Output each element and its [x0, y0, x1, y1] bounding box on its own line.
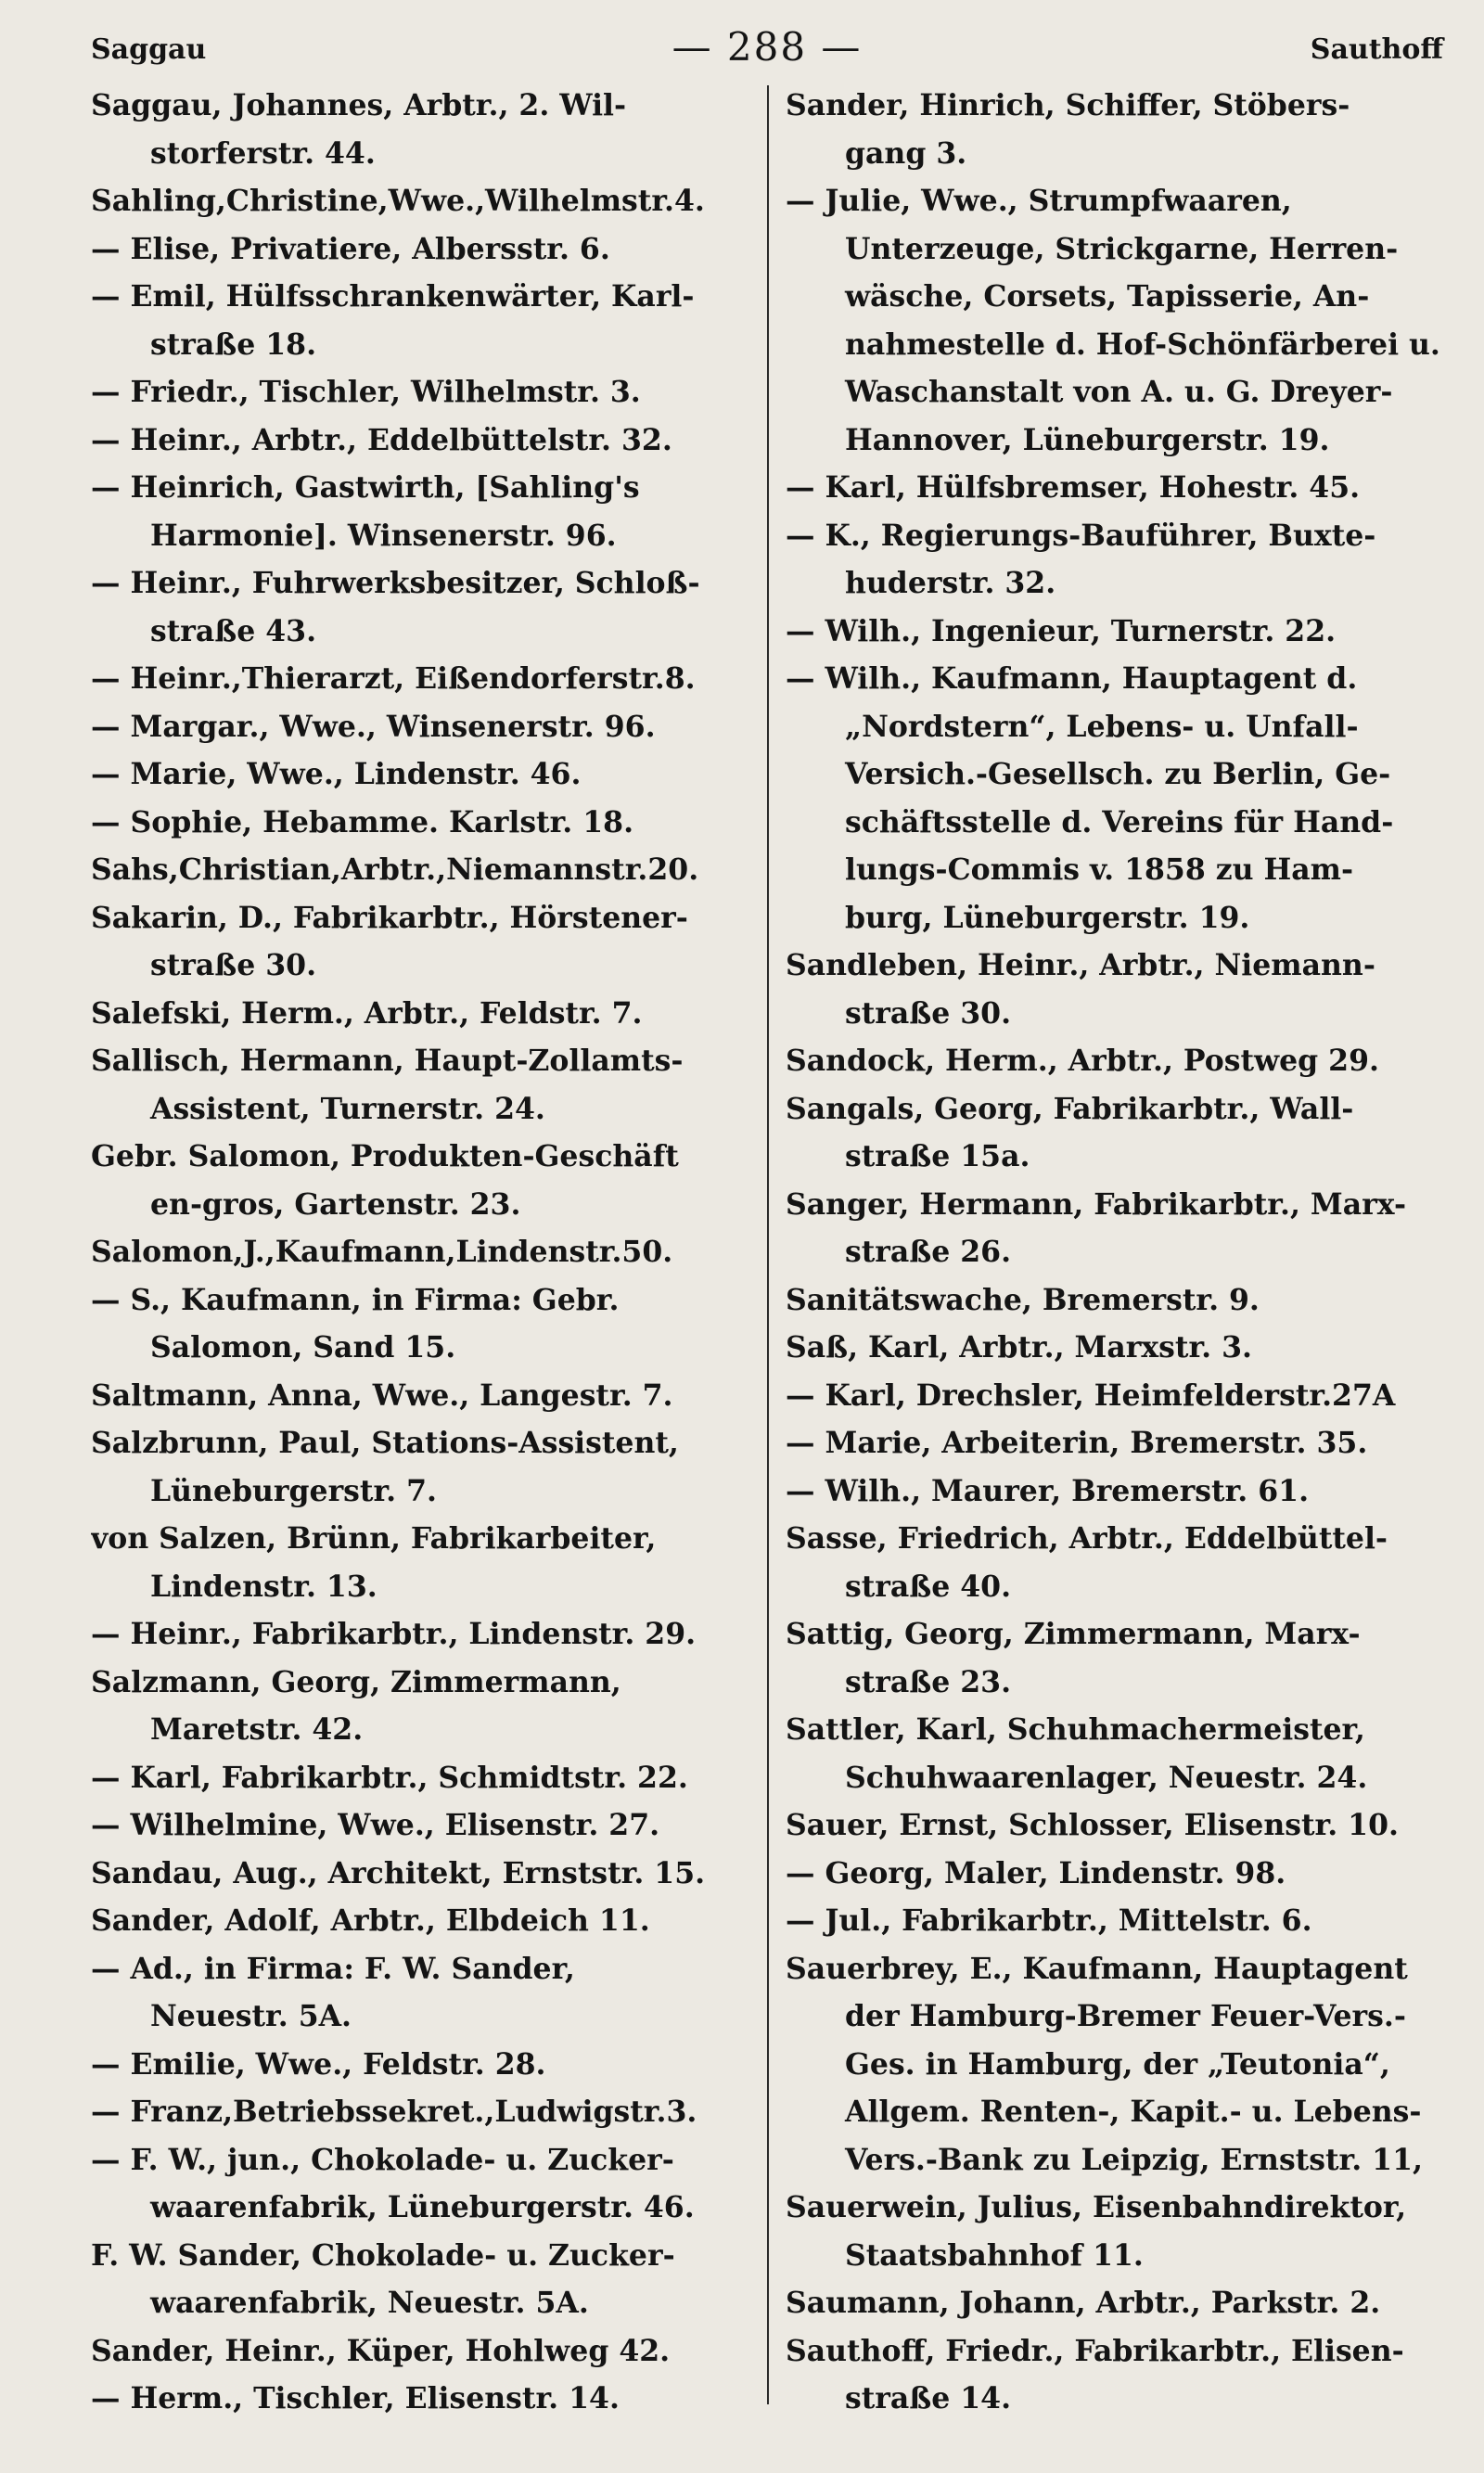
entry-line: — Karl, Drechsler, Heimfelderstr.27A: [786, 1377, 1396, 1413]
directory-entry: [91, 799, 754, 847]
entry-line: Assistent, Turnerstr. 24.: [150, 1091, 545, 1126]
directory-entry: [91, 1228, 754, 1276]
entry-line: — Sophie, Hebamme. Karlstr. 18.: [91, 804, 634, 839]
directory-entry: [786, 1372, 1443, 1420]
entry-line: Sauer, Ernst, Schlosser, Elisenstr. 10.: [786, 1808, 1399, 1842]
entry-line: — Julie, Wwe., Strumpfwaaren,: [786, 184, 1292, 218]
directory-entry: [786, 1706, 1443, 1801]
entry-line: straße 43.: [150, 613, 317, 648]
directory-entry: [91, 1515, 754, 1610]
right-column: [767, 82, 1443, 2438]
entry-line: Sandock, Herm., Arbtr., Postweg 29.: [786, 1044, 1379, 1078]
entry-line: Lindenstr. 13.: [150, 1569, 377, 1604]
directory-entry: [786, 1181, 1443, 1276]
entry-line: lungs-Commis v. 1858 zu Ham-: [845, 852, 1354, 887]
directory-entry: [786, 2184, 1443, 2279]
entry-line: — Heinrich, Gastwirth, [Sahling's: [91, 470, 640, 505]
directory-entry: [91, 1850, 754, 1898]
directory-entry: [786, 655, 1443, 942]
entry-line: Sahs,Christian,Arbtr.,Niemannstr.20.: [91, 852, 699, 887]
entry-line: Waschanstalt von A. u. G. Dreyer-: [845, 375, 1393, 409]
entry-line: huderstr. 32.: [845, 566, 1056, 600]
directory-entry: [786, 1037, 1443, 1085]
directory-entry: [91, 1659, 754, 1754]
entry-line: straße 30.: [150, 948, 317, 982]
entry-line: Sasse, Friedrich, Arbtr., Eddelbüttel-: [786, 1521, 1388, 1556]
entry-line: Salefski, Herm., Arbtr., Feldstr. 7.: [91, 995, 643, 1031]
directory-entry: [91, 2041, 754, 2089]
entry-line: Sauthoff, Friedr., Fabrikarbtr., Elisen-: [786, 2333, 1404, 2368]
entry-line: — Jul., Fabrikarbtr., Mittelstr. 6.: [786, 1903, 1312, 1938]
entry-line: Ges. in Hamburg, der „Teutonia“,: [845, 2046, 1390, 2082]
directory-entry: [91, 750, 754, 799]
directory-entry: [91, 1897, 754, 1945]
directory-entry: [91, 1276, 754, 1372]
entry-line: Lüneburgerstr. 7.: [150, 1473, 437, 1508]
directory-entry: [786, 177, 1443, 464]
page-header: [91, 24, 1443, 82]
directory-entry: [91, 846, 754, 894]
entry-line: Neuestr. 5A.: [150, 1999, 352, 2033]
directory-entry: [91, 1372, 754, 1420]
directory-entry: [91, 368, 754, 416]
entry-line: — Karl, Fabrikarbtr., Schmidtstr. 22.: [91, 1760, 688, 1795]
entry-line: Saumann, Johann, Arbtr., Parkstr. 2.: [786, 2286, 1381, 2320]
directory-entry: [786, 1515, 1443, 1610]
entry-line: Sattler, Karl, Schuhmachermeister,: [786, 1712, 1365, 1747]
directory-entry: [91, 1754, 754, 1802]
entry-line: — Wilhelmine, Wwe., Elisenstr. 27.: [91, 1808, 660, 1842]
entry-line: — Margar., Wwe., Winsenerstr. 96.: [91, 709, 656, 744]
directory-entry: [786, 1850, 1443, 1898]
entry-line: Versich.-Gesellsch. zu Berlin, Ge-: [845, 757, 1391, 791]
entry-line: Sandleben, Heinr., Arbtr., Niemann-: [786, 948, 1375, 982]
directory-entry: [91, 1037, 754, 1133]
directory-entry: [786, 1085, 1443, 1181]
entry-line: storferstr. 44.: [150, 135, 376, 171]
directory-entry: [786, 1610, 1443, 1706]
entry-line: — Elise, Privatiere, Albersstr. 6.: [91, 231, 610, 266]
entry-line: — Emil, Hülfsschrankenwärter, Karl-: [91, 279, 695, 314]
entry-line: Saß, Karl, Arbtr., Marxstr. 3.: [786, 1330, 1252, 1365]
entry-line: — Franz,Betriebssekret.,Ludwigstr.3.: [91, 2095, 697, 2129]
directory-entry: [786, 1276, 1443, 1325]
entry-line: Allgem. Renten-, Kapit.- u. Lebens-: [845, 2095, 1422, 2129]
entry-columns: [91, 82, 1443, 2438]
entry-line: — Friedr., Tischler, Wilhelmstr. 3.: [91, 375, 641, 409]
directory-entry: [91, 894, 754, 990]
entry-line: Sallisch, Hermann, Haupt-Zollamts-: [91, 1044, 684, 1078]
entry-line: — Wilh., Ingenieur, Turnerstr. 22.: [786, 613, 1337, 648]
entry-line: Maretstr. 42.: [150, 1712, 364, 1747]
entry-line: Sangals, Georg, Fabrikarbtr., Wall-: [786, 1091, 1354, 1126]
directory-entry: [786, 608, 1443, 656]
directory-entry: [91, 2088, 754, 2136]
directory-entry: [91, 2327, 754, 2376]
entry-line: straße 23.: [845, 1664, 1012, 1699]
entry-line: — K., Regierungs-Bauführer, Buxte-: [786, 518, 1376, 553]
entry-line: Gebr. Salomon, Produkten-Geschäft: [91, 1139, 679, 1173]
entry-line: — Heinr., Arbtr., Eddelbüttelstr. 32.: [91, 422, 672, 457]
directory-entry: [91, 559, 754, 655]
entry-line: Sauerwein, Julius, Eisenbahndirektor,: [786, 2190, 1407, 2224]
directory-entry: [786, 2279, 1443, 2327]
entry-line: Schuhwaarenlager, Neuestr. 24.: [845, 1760, 1368, 1795]
entry-line: straße 14.: [845, 2381, 1012, 2415]
entry-line: Staatsbahnhof 11.: [845, 2237, 1144, 2273]
entry-line: F. W. Sander, Chokolade- u. Zucker-: [91, 2237, 675, 2273]
entry-line: Saggau, Johannes, Arbtr., 2. Wil-: [91, 88, 627, 122]
entry-line: Salomon, Sand 15.: [150, 1330, 456, 1365]
directory-entry: [786, 1897, 1443, 1945]
entry-line: — Emilie, Wwe., Feldstr. 28.: [91, 2046, 546, 2082]
entry-line: — Wilh., Kaufmann, Hauptagent d.: [786, 661, 1358, 696]
directory-entry: [91, 464, 754, 559]
directory-entry: [91, 2136, 754, 2232]
header-left-catchword: Saggau: [91, 33, 207, 66]
entry-line: Harmonie]. Winsenerstr. 96.: [150, 518, 617, 553]
directory-entry: [786, 1945, 1443, 2185]
entry-line: Sanger, Hermann, Fabrikarbtr., Marx-: [786, 1186, 1407, 1222]
column-divider: [767, 85, 769, 2404]
directory-entry: [91, 2232, 754, 2327]
entry-line: von Salzen, Brünn, Fabrikarbeiter,: [91, 1521, 657, 1556]
directory-entry: [91, 990, 754, 1038]
entry-line: Unterzeuge, Strickgarne, Herren-: [845, 231, 1399, 266]
entry-line: — Karl, Hülfsbremser, Hohestr. 45.: [786, 470, 1361, 505]
entry-line: Sahling,Christine,Wwe.,Wilhelmstr.4.: [91, 184, 705, 218]
entry-line: straße 15a.: [845, 1139, 1030, 1173]
entry-line: gang 3.: [845, 135, 967, 171]
entry-line: waarenfabrik, Neuestr. 5A.: [150, 2286, 589, 2320]
directory-entry: [91, 225, 754, 274]
directory-entry: [786, 942, 1443, 1037]
entry-line: Salzbrunn, Paul, Stations-Assistent,: [91, 1426, 679, 1460]
directory-entry: [786, 1801, 1443, 1850]
directory-entry: [91, 273, 754, 368]
entry-line: — F. W., jun., Chokolade- u. Zucker-: [91, 2142, 674, 2177]
directory-entry: [91, 2375, 754, 2423]
entry-line: Sattig, Georg, Zimmermann, Marx-: [786, 1617, 1361, 1651]
entry-line: „Nordstern“, Lebens- u. Unfall-: [845, 709, 1359, 744]
entry-line: — Georg, Maler, Lindenstr. 98.: [786, 1855, 1286, 1890]
entry-line: straße 26.: [845, 1235, 1012, 1269]
entry-line: schäftsstelle d. Vereins für Hand-: [845, 804, 1394, 839]
entry-line: Salomon,J.,Kaufmann,Lindenstr.50.: [91, 1235, 673, 1269]
entry-line: — Heinr., Fuhrwerksbesitzer, Schloß-: [91, 566, 700, 600]
entry-line: Sander, Heinr., Küper, Hohlweg 42.: [91, 2333, 671, 2368]
directory-entry: [786, 1324, 1443, 1372]
entry-line: nahmestelle d. Hof-Schönfärberei u.: [845, 327, 1440, 362]
directory-entry: [91, 1945, 754, 2041]
entry-line: en-gros, Gartenstr. 23.: [150, 1186, 521, 1222]
entry-line: — Heinr., Fabrikarbtr., Lindenstr. 29.: [91, 1617, 697, 1651]
directory-entry: [91, 177, 754, 225]
entry-line: Sanitätswache, Bremerstr. 9.: [786, 1282, 1260, 1317]
entry-line: Sandau, Aug., Architekt, Ernststr. 15.: [91, 1855, 706, 1890]
entry-line: Hannover, Lüneburgerstr. 19.: [845, 422, 1330, 457]
directory-entry: [786, 1419, 1443, 1467]
entry-line: Sander, Adolf, Arbtr., Elbdeich 11.: [91, 1903, 650, 1938]
entry-line: — Herm., Tischler, Elisenstr. 14.: [91, 2381, 620, 2415]
entry-line: der Hamburg-Bremer Feuer-Vers.-: [845, 1999, 1406, 2033]
directory-entry: [91, 655, 754, 703]
directory-entry: [786, 512, 1443, 608]
directory-entry: [786, 82, 1443, 177]
header-right-catchword: Sauthoff: [1310, 33, 1443, 66]
left-column: [91, 82, 767, 2438]
entry-line: Vers.-Bank zu Leipzig, Ernststr. 11,: [845, 2142, 1423, 2177]
directory-entry: [91, 703, 754, 751]
entry-line: burg, Lüneburgerstr. 19.: [845, 900, 1250, 935]
entry-line: — S., Kaufmann, in Firma: Gebr.: [91, 1282, 620, 1317]
entry-line: — Wilh., Maurer, Bremerstr. 61.: [786, 1473, 1310, 1508]
entry-line: — Ad., in Firma: F. W. Sander,: [91, 1951, 575, 1986]
entry-line: straße 30.: [845, 995, 1012, 1031]
page-number: — 288 —: [672, 24, 863, 70]
entry-line: — Marie, Wwe., Lindenstr. 46.: [91, 757, 582, 791]
entry-line: Sander, Hinrich, Schiffer, Stöbers-: [786, 88, 1350, 122]
entry-line: Salzmann, Georg, Zimmermann,: [91, 1664, 621, 1699]
directory-entry: [91, 1419, 754, 1515]
directory-entry: [786, 464, 1443, 512]
directory-entry: [786, 1467, 1443, 1516]
entry-line: waarenfabrik, Lüneburgerstr. 46.: [150, 2190, 695, 2224]
entry-line: straße 40.: [845, 1569, 1012, 1604]
entry-line: Saltmann, Anna, Wwe., Langestr. 7.: [91, 1377, 673, 1413]
entry-line: — Heinr.,Thierarzt, Eißendorferstr.8.: [91, 661, 696, 696]
directory-entry: [91, 1133, 754, 1228]
entry-line: Sauerbrey, E., Kaufmann, Hauptagent: [786, 1951, 1408, 1986]
entry-line: wäsche, Corsets, Tapisserie, An-: [845, 279, 1370, 314]
directory-entry: [91, 1801, 754, 1850]
entry-line: Sakarin, D., Fabrikarbtr., Hörstener-: [91, 900, 688, 935]
directory-entry: [91, 416, 754, 465]
directory-entry: [786, 2327, 1443, 2423]
directory-entry: [91, 1610, 754, 1659]
entry-line: — Marie, Arbeiterin, Bremerstr. 35.: [786, 1426, 1368, 1460]
directory-entry: [91, 82, 754, 177]
entry-line: straße 18.: [150, 327, 317, 362]
